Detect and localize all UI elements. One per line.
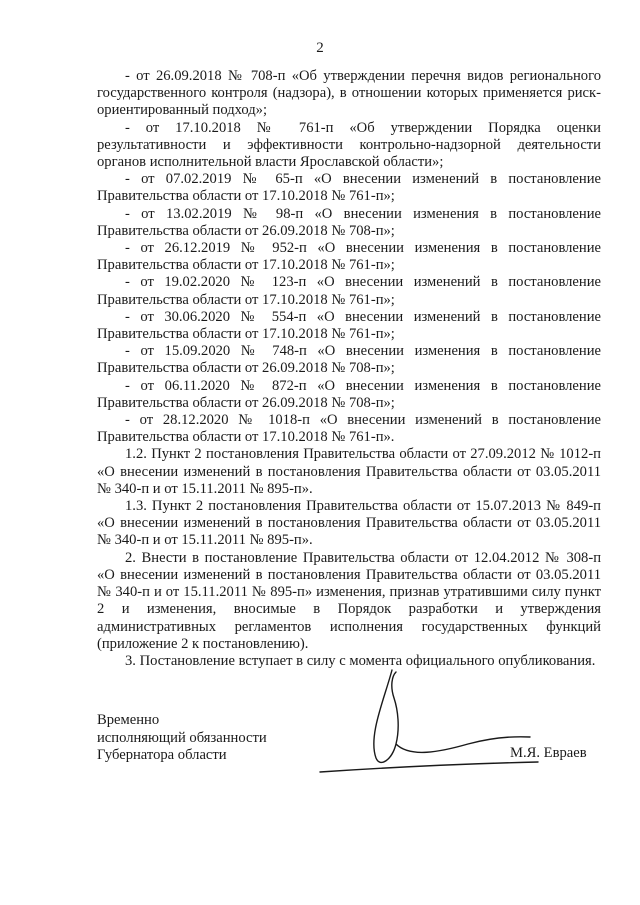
clause-3: 3. Постановление вступает в силу с момента официального опубликования. [125, 652, 596, 669]
signatory-line: Временно [97, 712, 160, 728]
signatory-title [97, 712, 297, 765]
signatory-name: М.Я. Евраев [510, 745, 587, 761]
list-item: - от 30.06.2020 № 554-п «О внесении изменений в постановление Правительства области от 17.10.2018 № 761-п»; [97, 308, 601, 343]
list-item: - от 28.12.2020 № 1018-п «О внесении изменений в постановление Правительства области от 17.10.2018 № 761-п». [97, 412, 601, 446]
clause-1-3: 1.3. Пункт 2 постановления Правительства области от 15.07.2013 № 849-п «О внесении изменений в постановления Правительства области от 03.05.2011 № 340-п и от 15.11.2011 № 895-п». [97, 498, 601, 549]
signatory-line: Губернатора области [97, 747, 227, 763]
clause-1-2: 1.2. Пункт 2 постановления Правительства области от 27.09.2012 № 1012-п «О внесении изменений в постановления Правительства области от 03.05.2011 № 340-п и от 15.11.2011 № 895-п». [97, 446, 601, 497]
list-item: - от 06.11.2020 № 872-п «О внесении изменения в постановление Правительства области от 26.09.2018 № 708-п»; [97, 377, 601, 411]
clause-2: 2. Внести в постановление Правительства области от 12.04.2012 № 308-п «О внесении изменений в постановления Правительства области от 03.05.2011 № 340-п и от 15.11.2011 № 895-п» изменения, признав утратившими силу пункт 2 и изменения, вносимые в Порядок разработки и утверждения административных регламентов исполнения государственных функций (приложение 2 к постановлению). [97, 549, 601, 652]
list-item: - от 07.02.2019 № 65-п «О внесении изменений в постановление Правительства области от 17.10.2018 № 761-п»; [97, 171, 601, 205]
page-number: 2 [316, 40, 324, 56]
list-item: - от 26.09.2018 № 708-п «Об утверждении перечня видов регионального государственного контроля (надзора), в отношении которых применяется риск-ориентированный подход»; [97, 68, 601, 119]
list-item: - от 19.02.2020 № 123-п «О внесении изменений в постановление Правительства области от 17.10.2018 № 761-п»; [97, 274, 601, 308]
signatory-line: исполняющий обязанности [97, 729, 267, 746]
list-item: - от 15.09.2020 № 748-п «О внесении изменения в постановление Правительства области от 26.09.2018 № 708-п»; [97, 343, 601, 377]
list-item: - от 17.10.2018 № 761-п «Об утверждении Порядка оценки результативности и эффективности контрольно-надзорной деятельности органов исполнительной власти Ярославской области»; [97, 119, 601, 171]
list-item: - от 26.12.2019 № 952-п «О внесении изменения в постановление Правительства области от 17.10.2018 № 761-п»; [97, 240, 601, 274]
document-body [97, 68, 601, 670]
list-item: - от 13.02.2019 № 98-п «О внесении изменения в постановление Правительства области от 26.09.2018 № 708-п»; [97, 205, 601, 239]
